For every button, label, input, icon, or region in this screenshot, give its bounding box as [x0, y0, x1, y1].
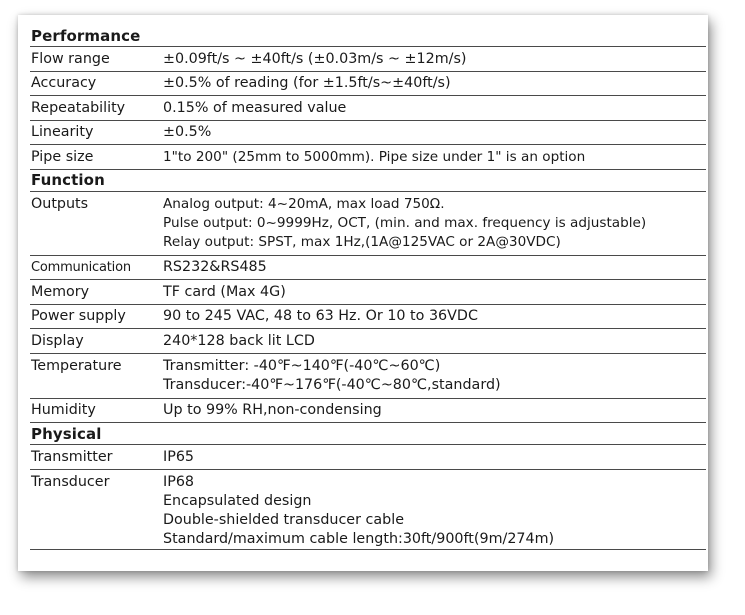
spec-value-line: TF card (Max 4G) — [163, 283, 286, 300]
spec-label: Linearity — [31, 124, 94, 141]
spec-row-linearity — [30, 121, 706, 146]
section-header-performance — [30, 25, 706, 47]
spec-value — [163, 149, 706, 165]
spec-row-transducer — [30, 470, 706, 550]
spec-row-humidity — [30, 399, 706, 424]
spec-value — [163, 449, 706, 465]
spec-row-memory — [30, 280, 706, 305]
spec-value-line: ±0.5% of reading (for ±1.5ft/s~±40ft/s) — [163, 75, 451, 92]
spec-label: Flow range — [31, 50, 110, 67]
spec-value — [163, 402, 706, 418]
spec-label: Power supply — [31, 308, 126, 325]
spec-value-line: Transducer:-40℉~176℉(-40℃~80℃,standard) — [163, 376, 501, 393]
spec-value — [163, 75, 706, 91]
spec-value — [163, 51, 706, 67]
spec-label: Accuracy — [31, 75, 97, 92]
spec-row-display — [30, 329, 706, 354]
spec-row-accuracy — [30, 72, 706, 97]
spec-row-pipe-size — [30, 145, 706, 170]
spec-label: Outputs — [31, 195, 89, 212]
spec-label: Humidity — [31, 402, 96, 419]
spec-row-temperature — [30, 354, 706, 399]
spec-label: Repeatability — [31, 99, 126, 116]
spec-row-communication — [30, 256, 706, 281]
section-header-function — [30, 170, 706, 192]
spec-value-line: Standard/maximum cable length:30ft/900ft(9m/274m) — [163, 530, 555, 547]
spec-value-line: Double-shielded transducer cable — [163, 511, 404, 528]
spec-value-line: 90 to 245 VAC, 48 to 63 Hz. Or 10 to 36VDC — [163, 308, 478, 325]
spec-value-line: 0.15% of measured value — [163, 99, 347, 116]
spec-value — [163, 333, 706, 349]
section-title: Physical — [31, 424, 102, 443]
spec-row-transmitter — [30, 445, 706, 470]
spec-sheet — [18, 15, 708, 571]
section-title: Function — [31, 171, 105, 189]
spec-value — [163, 470, 706, 549]
spec-value-line: Transmitter: -40℉~140℉(-40℃~60℃) — [163, 357, 441, 374]
section-header-physical — [30, 423, 706, 445]
spec-value-line: ±0.5% — [163, 124, 212, 141]
spec-value-line: ±0.09ft/s ~ ±40ft/s (±0.03m/s ~ ±12m/s) — [163, 50, 467, 67]
spec-value — [163, 124, 706, 140]
spec-label: Display — [31, 332, 84, 349]
spec-value-line: Analog output: 4~20mA, max load 750Ω. — [163, 195, 445, 212]
spec-value-line: RS232&RS485 — [163, 259, 267, 276]
spec-table — [30, 25, 706, 550]
spec-label: Temperature — [31, 357, 122, 374]
spec-value-line: 240*128 back lit LCD — [163, 332, 315, 349]
spec-value-line: Relay output: SPST, max 1Hz,(1A@125VAC or 2A@30VDC) — [163, 233, 561, 250]
spec-row-flow-range — [30, 47, 706, 72]
spec-value-line: Encapsulated design — [163, 492, 312, 509]
spec-value — [163, 354, 706, 395]
spec-value — [163, 192, 706, 252]
spec-value-line: IP68 — [163, 473, 195, 490]
spec-value-line: Up to 99% RH,non-condensing — [163, 402, 382, 419]
spec-value — [163, 308, 706, 324]
spec-row-outputs — [30, 192, 706, 256]
spec-row-repeatability — [30, 96, 706, 121]
spec-label: Pipe size — [31, 148, 94, 165]
spec-row-power-supply — [30, 305, 706, 330]
spec-value — [163, 259, 706, 275]
spec-value-line: Pulse output: 0~9999Hz, OCT, (min. and max. frequency is adjustable) — [163, 214, 647, 231]
spec-value-line: 1"to 200" (25mm to 5000mm). Pipe size under 1" is an option — [163, 148, 586, 165]
spec-value — [163, 284, 706, 300]
spec-label: Transmitter — [31, 448, 113, 465]
section-title: Performance — [31, 26, 141, 45]
spec-label: Transducer — [31, 473, 110, 490]
spec-label: Communication — [31, 259, 131, 275]
spec-label: Memory — [31, 283, 90, 300]
spec-value — [163, 100, 706, 116]
spec-value-line: IP65 — [163, 448, 195, 465]
